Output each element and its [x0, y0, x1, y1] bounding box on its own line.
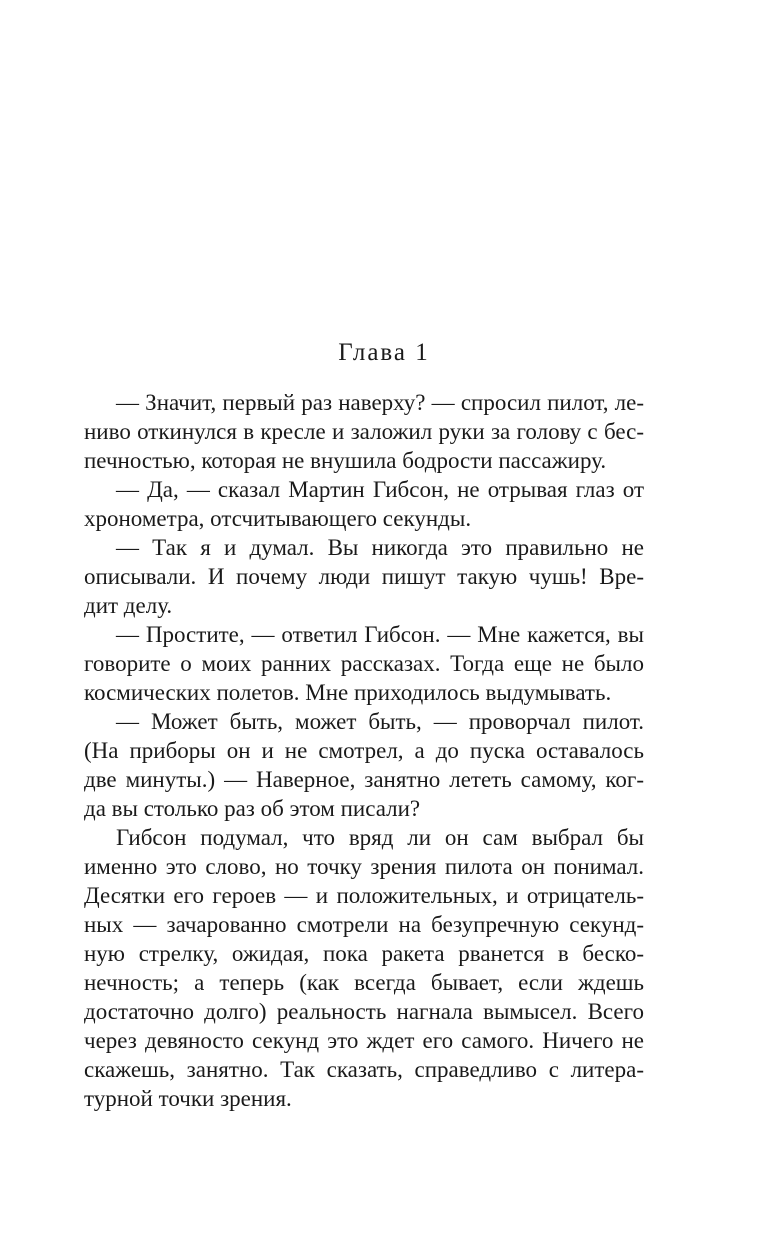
text-line: — Так я и думал. Вы никогда это правильно не [116, 535, 644, 560]
text-line: печностью, которая не внушила бодрости пассажиру. [84, 448, 607, 473]
text-line: ниво откинулся в кресле и заложил руки за голову с бес- [84, 419, 644, 444]
text-line: турной точки зрения. [84, 1086, 292, 1111]
text-line: говорите о моих ранних рассказах. Тогда еще не было [84, 651, 644, 676]
text-line: — Значит, первый раз наверху? — спросил пилот, ле- [116, 390, 644, 415]
chapter-title: Глава 1 [338, 339, 430, 366]
text-line: Десятки его героев — и положительных, и отрицатель- [84, 883, 644, 908]
text-line: ных — зачарованно смотрели на безупречную секунд- [84, 912, 644, 937]
text-line: достаточно долго) реальность нагнала вымысел. Всего [84, 999, 644, 1024]
chapter-text [84, 388, 644, 1113]
text-line: через девяносто секунд это ждет его самого. Ничего не [84, 1028, 644, 1053]
text-line: описывали. И почему люди пишут такую чушь! Вре- [84, 564, 644, 589]
text-line: Гибсон подумал, что вряд ли он сам выбрал бы [116, 825, 644, 850]
text-line: хронометра, отсчитывающего секунды. [84, 506, 472, 531]
text-line: — Может быть, может быть, — проворчал пилот. [116, 709, 644, 734]
text-line: нечность; а теперь (как всегда бывает, если ждешь [84, 970, 644, 995]
text-line: космических полетов. Мне приходилось выдумывать. [84, 680, 612, 705]
text-line: две минуты.) — Наверное, занятно лететь самому, ког- [84, 767, 644, 792]
text-line: да вы столько раз об этом писали? [84, 796, 421, 821]
text-line: — Простите, — ответил Гибсон. — Мне кажется, вы [116, 622, 644, 647]
text-line: скажешь, занятно. Так сказать, справедливо с литера- [84, 1057, 644, 1082]
text-line: — Да, — сказал Мартин Гибсон, не отрывая глаз от [116, 477, 644, 502]
text-line: дит делу. [84, 593, 173, 618]
text-line: ную стрелку, ожидая, пока ракета рванется в беско- [84, 941, 644, 966]
text-line: (На приборы он и не смотрел, а до пуска оставалось [84, 738, 644, 763]
text-line: именно это слово, но точку зрения пилота он понимал. [84, 854, 644, 879]
